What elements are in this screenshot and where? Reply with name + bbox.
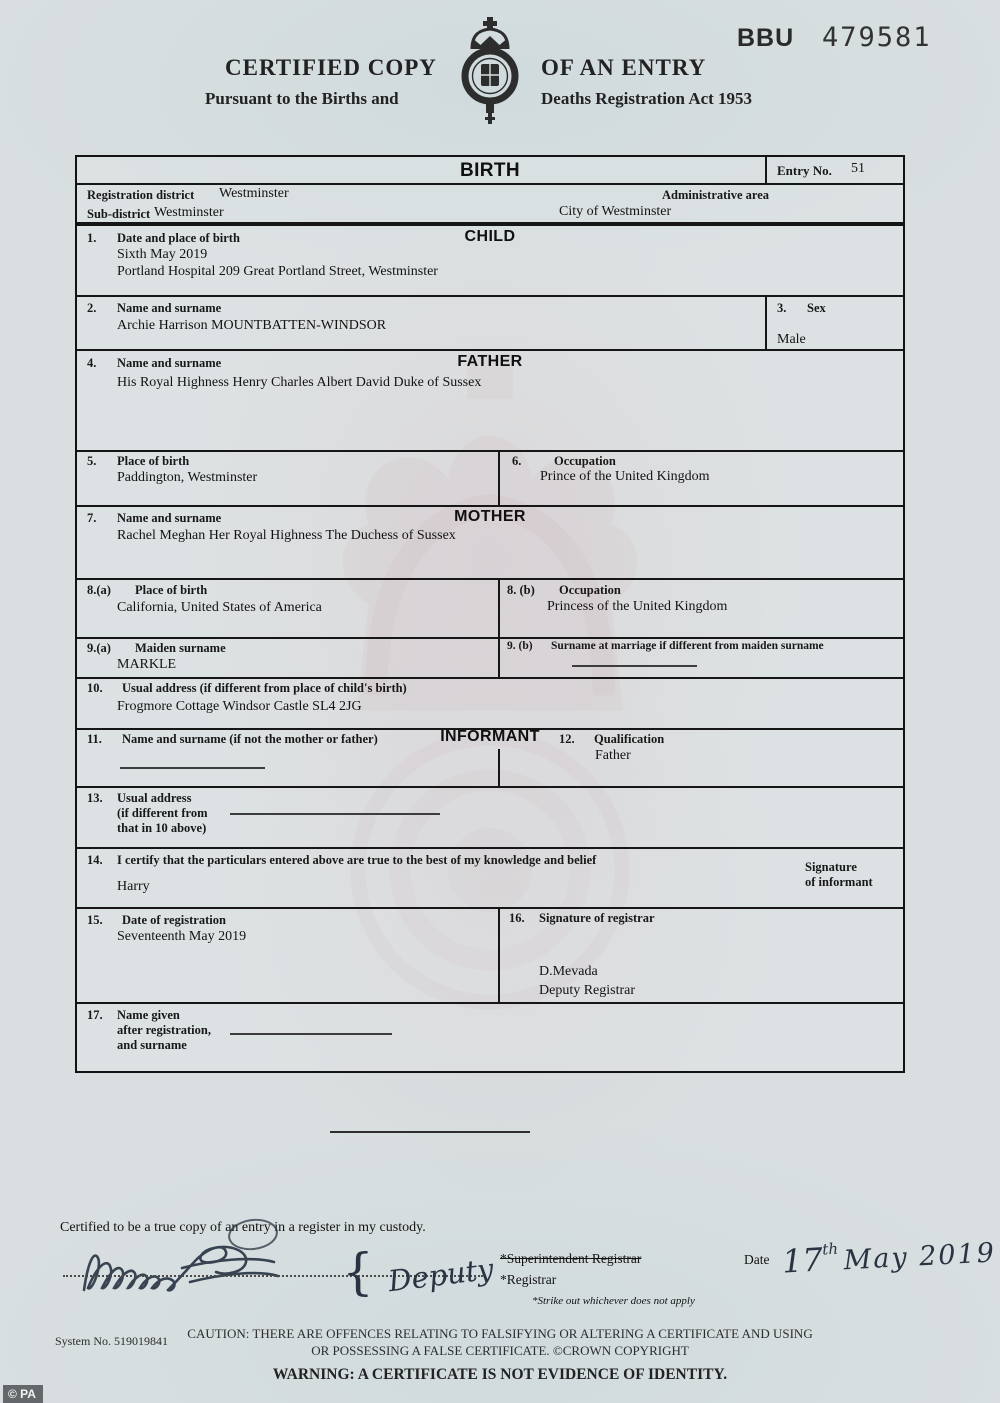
field10-value: Frogmore Cottage Windsor Castle SL4 2JG [117,699,362,714]
field6-label: 6. Occupation [512,454,616,468]
handwritten-brace: { [342,1243,374,1301]
field4-label: 4. Name and surname [87,356,222,370]
registration-district-label: Registration district [87,188,195,202]
warning-line: WARNING: A CERTIFICATE IS NOT EVIDENCE OF IDENTITY. [272,1366,728,1383]
field16-registrar-name: D.Mevada [539,964,598,979]
field15-value: Seventeenth May 2019 [117,929,247,944]
administrative-area-value: City of Westminster [559,204,672,219]
certified-statement: Certified to be a true copy of an entry in a register in my custody. [60,1220,426,1235]
strike-note: *Strike out whichever does not apply [532,1295,695,1307]
masthead-subtitle-right: Deaths Registration Act 1953 [541,89,753,108]
field13-label-line2: (if different from [117,806,208,820]
field8b-value: Princess of the United Kingdom [547,599,728,614]
divider [77,578,903,580]
field12-label: 12. Qualification [559,732,665,746]
field13-number: 13. [87,791,103,805]
sub-district-value: Westminster [154,205,224,220]
field14-sig-caption-line1: Signature [805,860,857,874]
field3-value: Male [777,332,806,347]
field14-sig-caption-line2: of informant [805,875,873,889]
photo-credit-badge: © PA [3,1385,43,1403]
superintendent-registrar-option: *Superintendent Registrar [500,1251,642,1266]
divider [498,450,500,505]
divider [77,1002,903,1004]
divider [77,637,903,639]
system-number: System No. 519019841 [55,1334,169,1348]
field13-label-line1: Usual address [117,791,192,805]
divider [77,295,903,297]
divider [77,183,903,185]
field1-value-line2: Portland Hospital 209 Great Portland Street, Westminster [117,264,438,279]
section-child: CHILD [464,228,516,245]
entry-no-value: 51 [851,161,865,176]
field8a-label: 8.(a) Place of birth [87,583,208,597]
field5-value: Paddington, Westminster [117,470,258,485]
field12-value: Father [595,748,631,763]
masthead-subtitle-left: Pursuant to the Births and [205,89,399,108]
masthead-title-right: OF AN ENTRY [541,55,707,80]
field3-label: 3. Sex [777,301,826,315]
field14-label: 14. I certify that the particulars entered above are true to the best of my knowledge and belief [87,853,597,867]
mid-blank-line [330,1131,530,1133]
field16-registrar-title: Deputy Registrar [539,983,636,998]
field11-label: 11. Name and surname (if not the mother or father) [87,732,378,746]
divider [77,907,903,909]
section-mother: MOTHER [454,508,526,525]
masthead-title-left: CERTIFIED COPY [225,55,437,80]
field13-blank-underline [230,813,440,815]
field4-value: His Royal Highness Henry Charles Albert David Duke of Sussex [117,375,482,390]
field6-value: Prince of the United Kingdom [540,469,710,484]
royal-arms-crest-icon [458,16,522,126]
divider [77,847,903,849]
divider [498,907,500,1002]
field7-value: Rachel Meghan Her Royal Highness The Duchess of Sussex [117,528,456,543]
field8a-value: California, United States of America [117,600,322,615]
field17-label-line1: Name given [117,1008,180,1022]
entry-no-label: Entry No. [777,163,832,178]
field2-value: Archie Harrison MOUNTBATTEN-WINDSOR [117,318,387,333]
field1-value-line1: Sixth May 2019 [117,247,208,262]
divider [498,749,500,786]
field17-number: 17. [87,1008,103,1022]
administrative-area-label: Administrative area [662,188,770,202]
caution-line2: OR POSSESSING A FALSE CERTIFICATE. ©CROWN COPYRIGHT [311,1343,689,1358]
form-title: BIRTH [459,160,521,181]
field17-label-line3: and surname [117,1038,187,1052]
registrar-signature [62,1238,362,1300]
field8b-label: 8. (b) Occupation [507,583,621,597]
field16-label: 16. Signature of registrar [509,911,655,925]
divider [77,450,903,452]
field5-label: 5. Place of birth [87,454,190,468]
field9a-label: 9.(a) Maiden surname [87,641,226,655]
field13-label-line3: that in 10 above) [117,821,207,835]
field9b-label: 9. (b) Surname at marriage if different from maiden surname [507,640,824,652]
field17-blank-underline [230,1033,392,1035]
field7-label: 7. Name and surname [87,511,222,525]
section-informant: INFORMANT [440,728,540,745]
handwritten-deputy: Deputy [386,1251,496,1299]
field1-label: 1. Date and place of birth [87,231,240,245]
field10-label: 10. Usual address (if different from place of child's birth) [87,681,407,695]
field9b-blank-underline [572,665,697,667]
field9a-value: MARKLE [117,657,177,672]
divider [77,677,903,679]
field17-label-line2: after registration, [117,1023,211,1037]
field15-label: 15. Date of registration [87,913,226,927]
divider [765,295,767,349]
field14-informant-signature: Harry [117,879,150,894]
serial-prefix: BBU [737,24,795,52]
date-label: Date [744,1252,770,1267]
divider [498,578,500,637]
divider [77,349,903,351]
divider [77,222,903,226]
sub-district-label: Sub-district [87,207,151,221]
field11-blank-underline [120,767,265,769]
serial-number: 479581 [822,22,932,53]
caution-line1: CAUTION: THERE ARE OFFENCES RELATING TO FALSIFYING OR ALTERING A CERTIFICATE AND USING [187,1326,813,1341]
handwritten-date: 17th May 2019 [781,1237,997,1281]
registrar-option: *Registrar [500,1272,557,1287]
divider [77,786,903,788]
registration-district-value: Westminster [219,186,289,201]
birth-entry-form [75,155,905,1073]
divider [77,505,903,507]
field2-label: 2. Name and surname [87,301,222,315]
section-father: FATHER [457,353,523,370]
divider [498,637,500,677]
